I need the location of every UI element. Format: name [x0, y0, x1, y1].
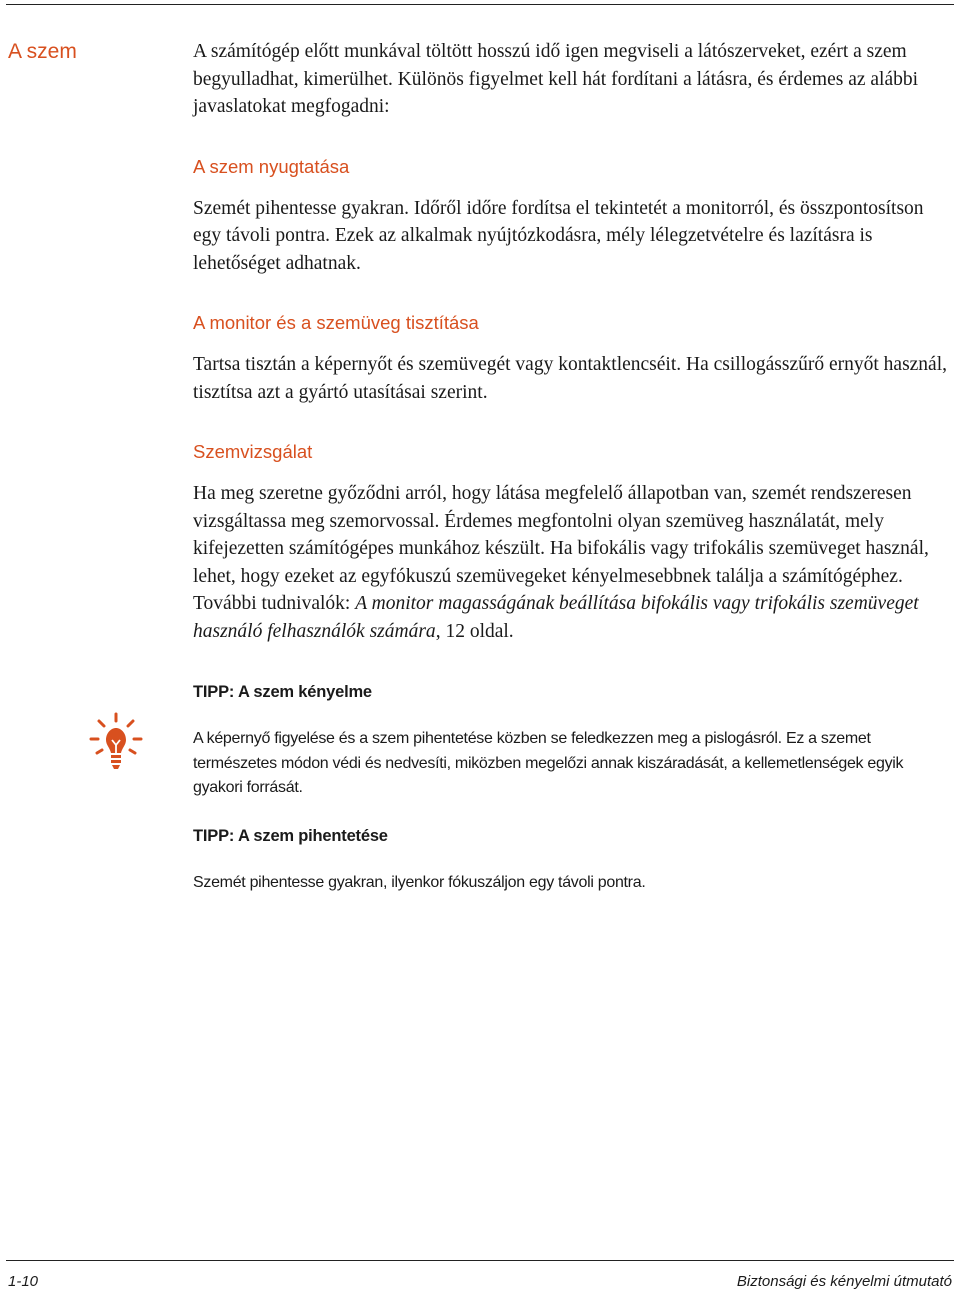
tip-heading-eye-comfort: TIPP: A szem kényelme	[193, 683, 372, 701]
main-content	[193, 38, 953, 895]
cross-reference-link[interactable]: A monitor magasságának beállítása bifokális vagy trifokális szemüveget használó felhasználók számára	[193, 593, 919, 642]
heading-eye-rest: A szem nyugtatása	[193, 155, 350, 177]
tip-heading-eye-rest: TIPP: A szem pihentetése	[193, 826, 388, 845]
section-title: A szem	[8, 40, 77, 63]
paragraph-eye-rest: Szemét pihentesse gyakran. Időről időre fordítsa el tekintetét a monitorról, és összpontosítson egy távoli pontra. Ezek az alkalmak nyújtózkodásra, mély lélegzetvételre és lazításra is lehetőséget adhatnak.	[193, 197, 924, 274]
tip-text-eye-comfort: A képernyő figyelése és a szem pihentetése közben se feledkezzen meg a pislogásról. Ez a szemet természetes módon védi és nedvesíti, miközben megelőzi annak kiszáradását, a kellemetlenségek egyik gyakori forrását.	[193, 730, 904, 796]
paragraph-monitor-cleaning: Tartsa tisztán a képernyőt és szemüvegét vagy kontaktlencséit. Ha csillogásszűrő ernyőt használ, tisztítsa azt a gyártó utasításai szerint.	[193, 354, 948, 403]
heading-eye-exam: Szemvizsgálat	[193, 441, 313, 462]
heading-monitor-cleaning: A monitor és a szemüveg tisztítása	[193, 312, 479, 333]
eye-exam-text: Ha meg szeretne győződni arról, hogy látása megfelelő állapotban van, szemét rendszeresen vizsgáltassa meg szemorvossal. Érdemes megfontolni olyan szemüveg használatát, mely kifejezetten számítógépes munkához készült. Ha bifokális vagy trifokális szemüveget használ, lehet, hogy ezeket az egyfókuszú szemüvegeket kényelmesebbnek találja a számítógéphez. További tudnivalók:	[193, 483, 929, 614]
paragraph-eye-exam	[193, 480, 953, 645]
eye-exam-text-end: , 12 oldal.	[435, 620, 514, 642]
bottom-rule	[6, 1260, 954, 1261]
page-number: 1-10	[8, 1273, 39, 1290]
intro-paragraph: A számítógép előtt munkával töltött hosszú idő igen megviseli a látószerveket, ezért a szem begyulladhat, kimerülhet. Különös figyelmet kell hát fordítani a látásra, és érdemes az alábbi javaslatokat megfogadni:	[193, 41, 919, 117]
lightbulb-icon	[86, 712, 146, 772]
tip-text-eye-rest: Szemét pihentesse gyakran, ilyenkor fókuszáljon egy távoli pontra.	[193, 873, 646, 891]
top-rule	[6, 4, 954, 5]
footer-doc-title: Biztonsági és kényelmi útmutató	[736, 1273, 952, 1290]
